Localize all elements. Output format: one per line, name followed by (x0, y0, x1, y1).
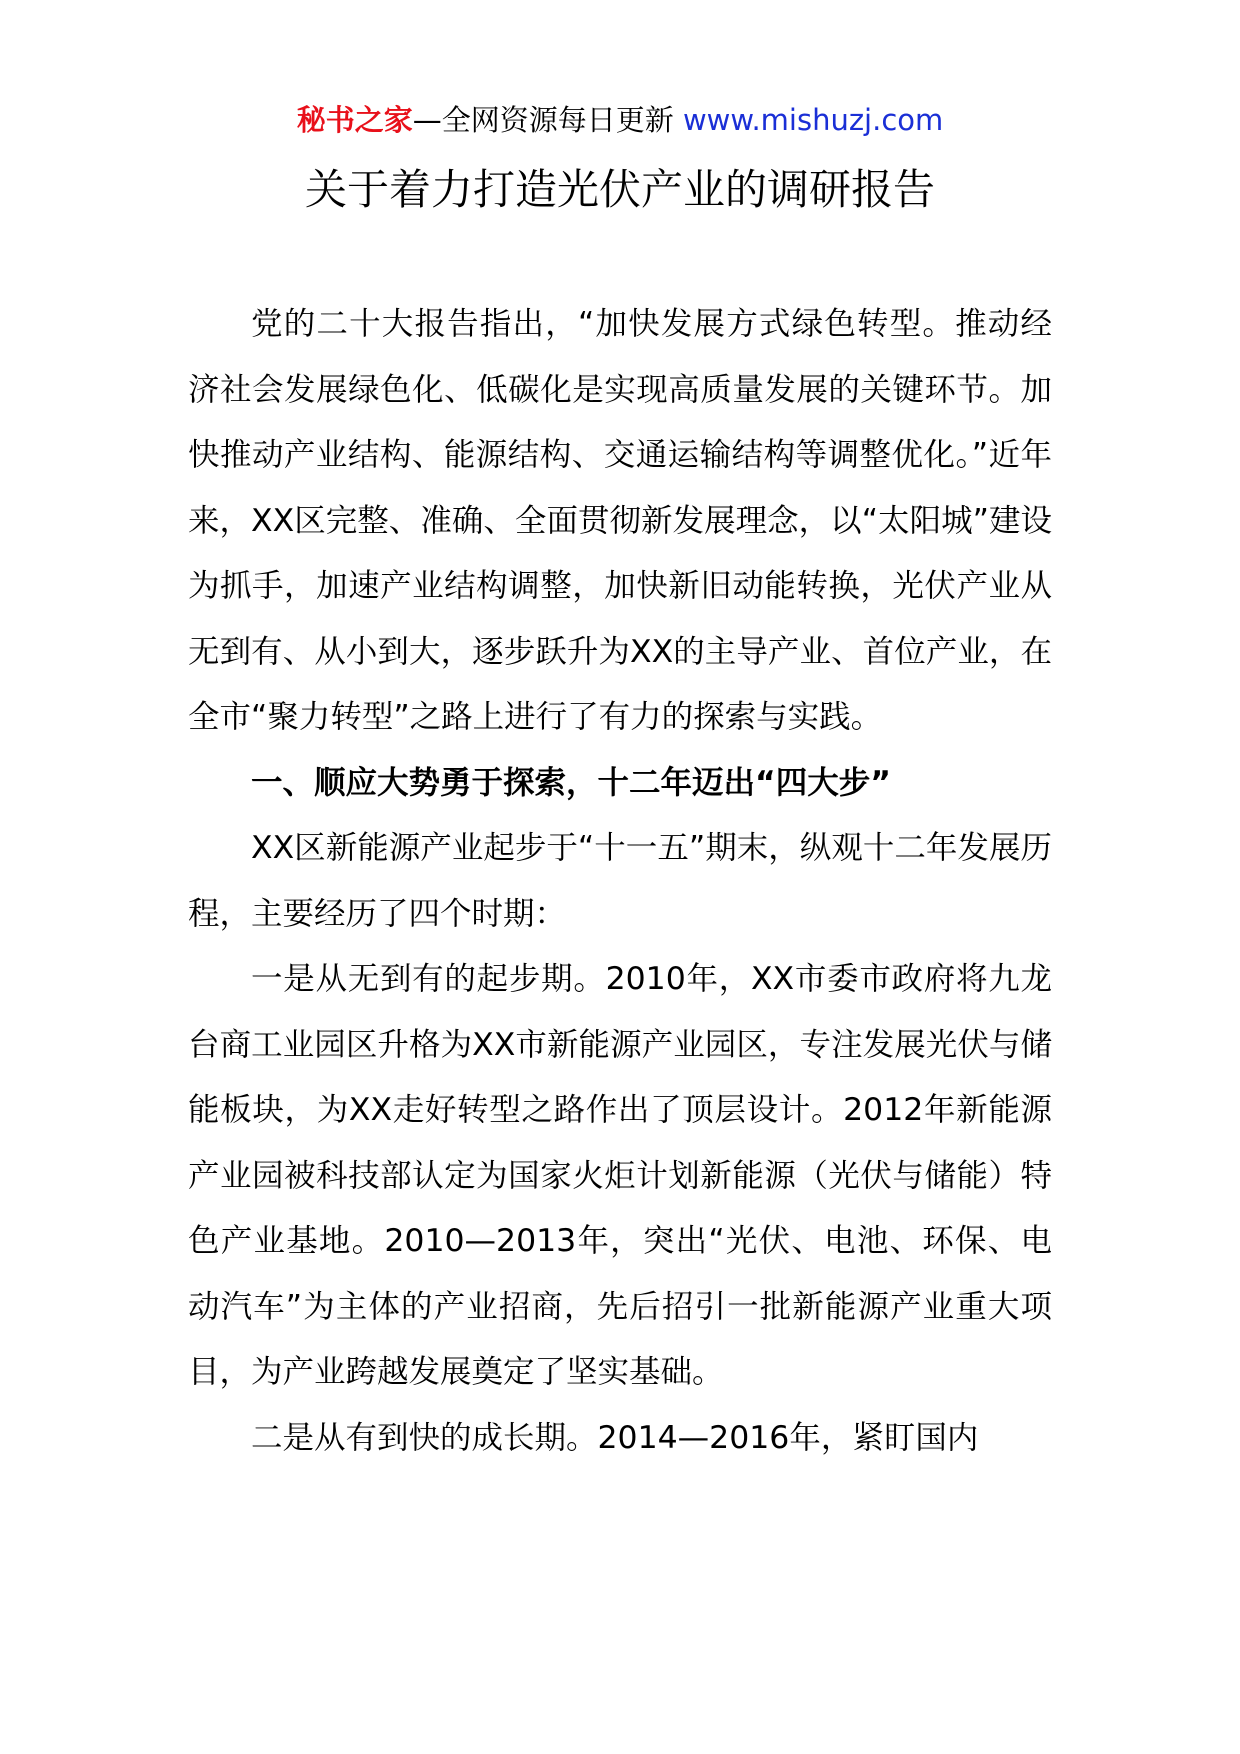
document-title: 关于着力打造光伏产业的调研报告 (304, 165, 935, 214)
section-heading-1: 一、顺应大势勇于探索，十二年迈出“四大步” (251, 764, 891, 801)
paragraph-intro: 党的二十大报告指出，“加快发展方式绿色转型。推动经济社会发展绿色化、低碳化是实现高质量发展的关键环节。加快推动产业结构、能源结构、交通运输结构等调整优化。”近年来，XX区完整、准确、全面贯彻新发展理念，以“太阳城”建设为抓手，加速产业结构调整，加快新旧动能转换，光伏产业从无到有、从小到大，逐步跃升为XX的主导产业、首位产业，在全市“聚力转型”之路上进行了有力的探索与实践。 (188, 306, 1052, 735)
paragraph-stage-1: 一是从无到有的起步期。2010年，XX市委市政府将九龙台商工业园区升格为XX市新能源产业园区，专注发展光伏与储能板块，为XX走好转型之路作出了顶层设计。2012年新能源产业园被科技部认定为国家火炬计划新能源（光伏与储能）特色产业基地。2010—2013年，突出“光伏、电池、环保、电动汽车”为主体的产业招商，先后招引一批新能源产业重大项目，为产业跨越发展奠定了坚实基础。 (188, 961, 1052, 1390)
document-body (188, 292, 1052, 1471)
brand-name: 秘书之家 (296, 103, 413, 137)
site-header (0, 100, 1240, 140)
paragraph-overview: XX区新能源产业起步于“十一五”期末，纵观十二年发展历程，主要经历了四个时期： (188, 830, 1052, 932)
header-tagline: —全网资源每日更新 (412, 103, 674, 137)
site-url-link[interactable]: www.mishuzj.com (682, 103, 944, 137)
paragraph-stage-2: 二是从有到快的成长期。2014—2016年，紧盯国内 (251, 1419, 979, 1456)
